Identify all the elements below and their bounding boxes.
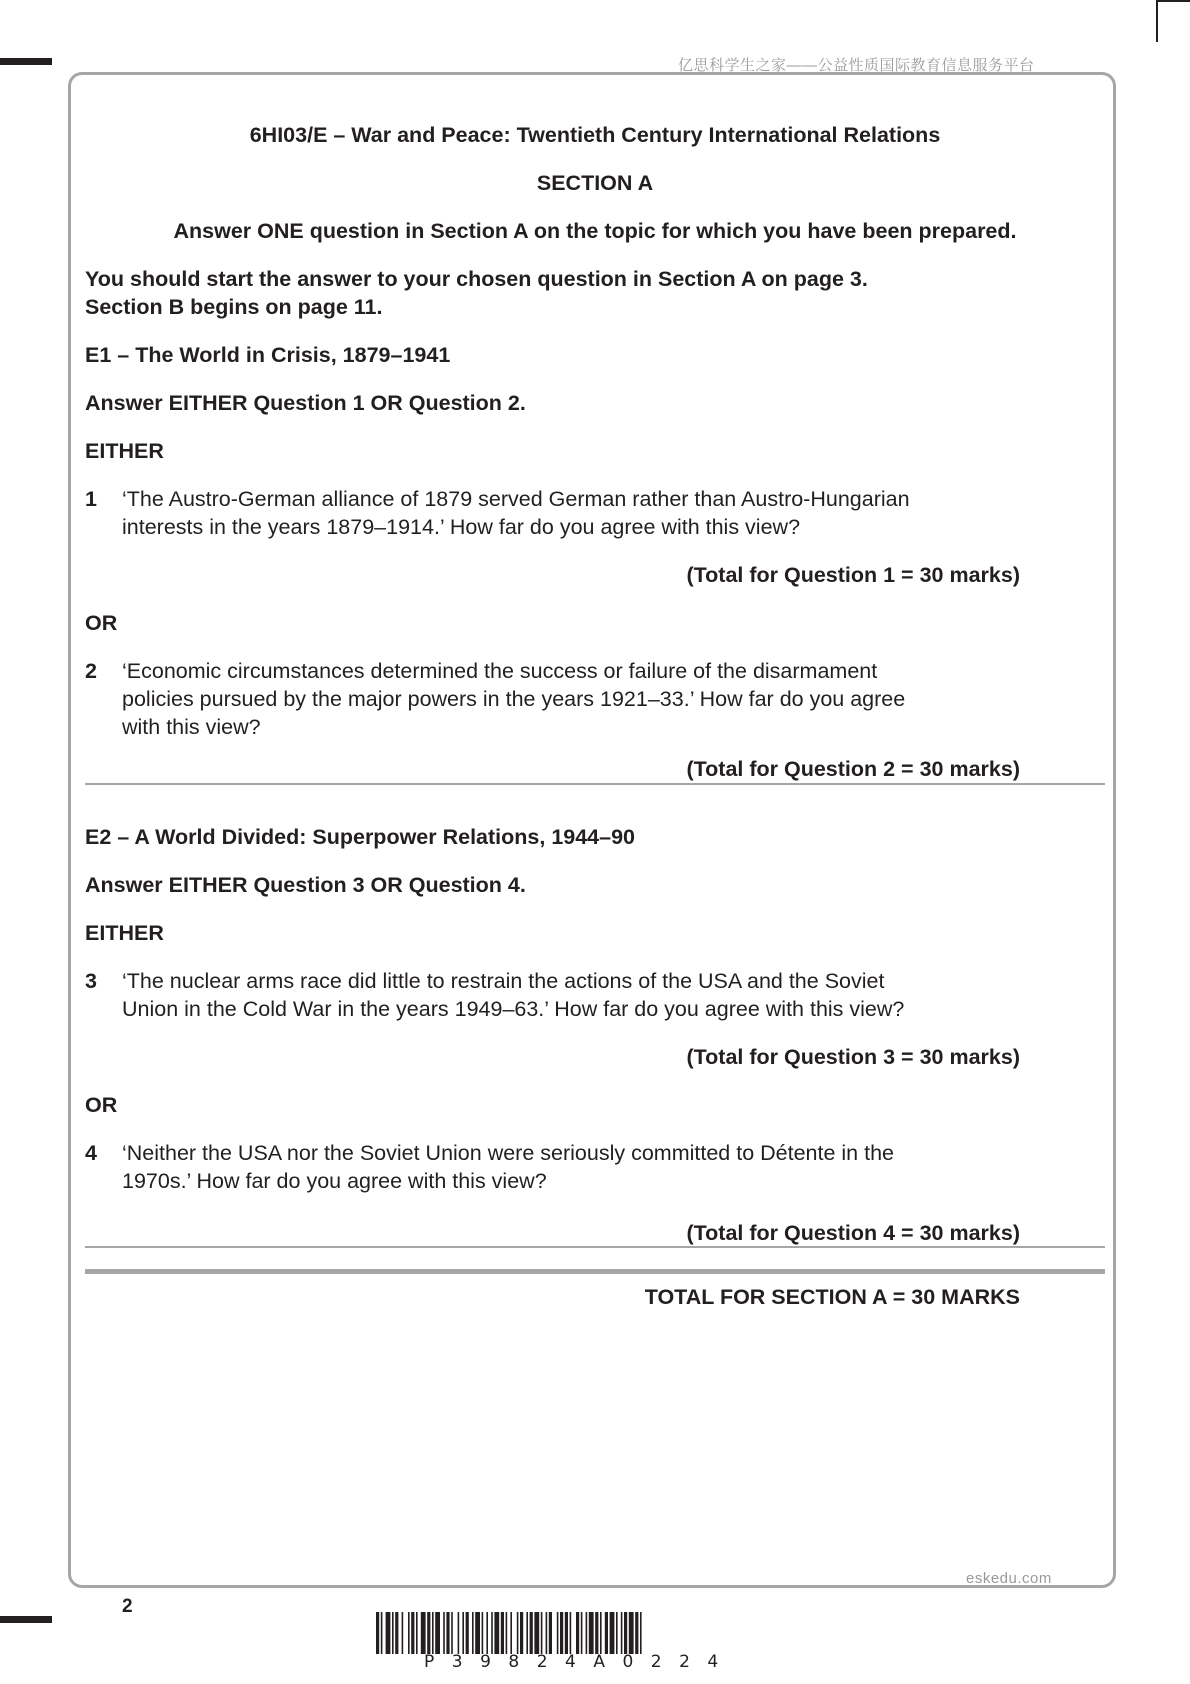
- barcode-bar: [381, 1612, 383, 1654]
- barcode-bar: [624, 1612, 627, 1654]
- barcode-bar: [560, 1612, 563, 1654]
- registration-mark-top-left: [0, 58, 52, 65]
- paper-title: 6HI03/E – War and Peace: Twentieth Century International Relations: [249, 123, 941, 147]
- barcode-bar: [546, 1612, 548, 1654]
- barcode-bar: [595, 1612, 598, 1654]
- start-note-line2: Section B begins on page 11.: [85, 295, 383, 319]
- barcode-bar: [472, 1612, 474, 1654]
- barcode-bar: [427, 1612, 430, 1654]
- barcode-bar: [432, 1612, 434, 1654]
- topic-e2-either: EITHER: [85, 921, 164, 945]
- barcode-bar: [621, 1612, 623, 1654]
- barcode-bar: [610, 1612, 615, 1654]
- watermark-bottom: eskedu.com: [966, 1570, 1052, 1587]
- barcode-bar: [517, 1612, 519, 1654]
- registration-mark-top-right-h: [1158, 0, 1190, 2]
- barcode-bar: [600, 1612, 602, 1654]
- barcode-bar: [506, 1612, 508, 1654]
- question-2-text: ‘Economic circumstances determined the success or failure of the disarmament policies pursued by the major powers in the years 1921–33.’ How far do you agree with this view?: [122, 659, 906, 739]
- question-1-marks: (Total for Question 1 = 30 marks): [686, 563, 1020, 587]
- question-4-number: 4: [85, 1141, 97, 1165]
- barcode-bar: [491, 1612, 493, 1654]
- barcode-bar: [458, 1612, 460, 1654]
- topic-divider: [85, 783, 1105, 785]
- topic-e2-or: OR: [85, 1093, 118, 1117]
- barcode-bar: [475, 1612, 480, 1654]
- barcode-bar: [530, 1612, 533, 1654]
- registration-mark-top-right: [1156, 0, 1158, 42]
- barcode-bar: [586, 1612, 588, 1654]
- question-2-number: 2: [85, 659, 97, 683]
- barcode-bar: [408, 1612, 410, 1654]
- barcode-bar: [416, 1612, 418, 1654]
- barcode-number: P39824A0224: [424, 1652, 736, 1672]
- question-4-divider: [85, 1246, 1105, 1248]
- barcode-bar: [616, 1612, 618, 1654]
- question-1-text: ‘The Austro-German alliance of 1879 served German rather than Austro-Hungarian interests in the years 1879–1914.’ How far do you agree with this view?: [122, 487, 910, 539]
- section-total-divider: [85, 1269, 1105, 1274]
- barcode-bar: [446, 1612, 449, 1654]
- barcode-bar: [501, 1612, 504, 1654]
- barcode-bar: [466, 1612, 469, 1654]
- topic-e1-title: E1 – The World in Crisis, 1879–1941: [85, 343, 451, 367]
- barcode-bar: [494, 1612, 499, 1654]
- start-note-line1: You should start the answer to your chosen question in Section A on page 3.: [85, 267, 868, 291]
- barcode-bar: [392, 1612, 394, 1654]
- barcode-bar: [510, 1612, 512, 1654]
- barcode-bar: [589, 1612, 594, 1654]
- question-1-number: 1: [85, 487, 97, 511]
- question-4-text: ‘Neither the USA nor the Soviet Union were seriously committed to Détente in the 1970s.’ How far do you agree with this view?: [122, 1141, 894, 1193]
- topic-e1-either: EITHER: [85, 439, 164, 463]
- barcode-bar: [541, 1612, 543, 1654]
- barcode-bar: [451, 1612, 453, 1654]
- topic-e2-title: E2 – A World Divided: Superpower Relations, 1944–90: [85, 825, 636, 849]
- barcode-bar: [576, 1612, 579, 1654]
- barcode-bar: [520, 1612, 523, 1654]
- barcode-bar: [376, 1612, 379, 1654]
- barcode-bar: [402, 1612, 404, 1654]
- section-total: TOTAL FOR SECTION A = 30 MARKS: [644, 1285, 1020, 1309]
- barcode: [376, 1612, 808, 1654]
- question-4-marks: (Total for Question 4 = 30 marks): [686, 1221, 1020, 1245]
- page-number: 2: [122, 1596, 133, 1617]
- section-instruction: Answer ONE question in Section A on the topic for which you have been prepared.: [173, 219, 1017, 243]
- barcode-bar: [443, 1612, 445, 1654]
- barcode-bar: [421, 1612, 426, 1654]
- barcode-bar: [482, 1612, 484, 1654]
- topic-e2-instruction: Answer EITHER Question 3 OR Question 4.: [85, 873, 526, 897]
- registration-mark-bottom-left: [0, 1616, 52, 1623]
- barcode-bar: [486, 1612, 488, 1654]
- barcode-bar: [629, 1612, 634, 1654]
- barcode-bar: [635, 1612, 638, 1654]
- topic-e1-or: OR: [85, 611, 118, 635]
- question-3-number: 3: [85, 969, 97, 993]
- barcode-bar: [526, 1612, 528, 1654]
- question-3-marks: (Total for Question 3 = 30 marks): [686, 1045, 1020, 1069]
- question-3-text: ‘The nuclear arms race did little to restrain the actions of the USA and the Soviet Union in the Cold War in the years 1949–63.’ How far do you agree with this view?: [122, 969, 905, 1021]
- barcode-bar: [462, 1612, 464, 1654]
- barcode-bar: [534, 1612, 539, 1654]
- barcode-bar: [395, 1612, 398, 1654]
- barcode-bar: [386, 1612, 391, 1654]
- barcode-bar: [549, 1612, 552, 1654]
- barcode-bar: [605, 1612, 608, 1654]
- barcode-bar: [565, 1612, 568, 1654]
- barcode-bar: [570, 1612, 572, 1654]
- section-title: SECTION A: [536, 171, 654, 195]
- barcode-bar: [640, 1612, 642, 1654]
- watermark-top: 亿思科学生之家——公益性质国际教育信息服务平台: [678, 57, 1035, 74]
- barcode-bar: [411, 1612, 414, 1654]
- barcode-bar: [557, 1612, 559, 1654]
- topic-e1-instruction: Answer EITHER Question 1 OR Question 2.: [85, 391, 526, 415]
- barcode-bar: [581, 1612, 583, 1654]
- barcode-bar: [435, 1612, 440, 1654]
- question-2-marks: (Total for Question 2 = 30 marks): [686, 757, 1020, 781]
